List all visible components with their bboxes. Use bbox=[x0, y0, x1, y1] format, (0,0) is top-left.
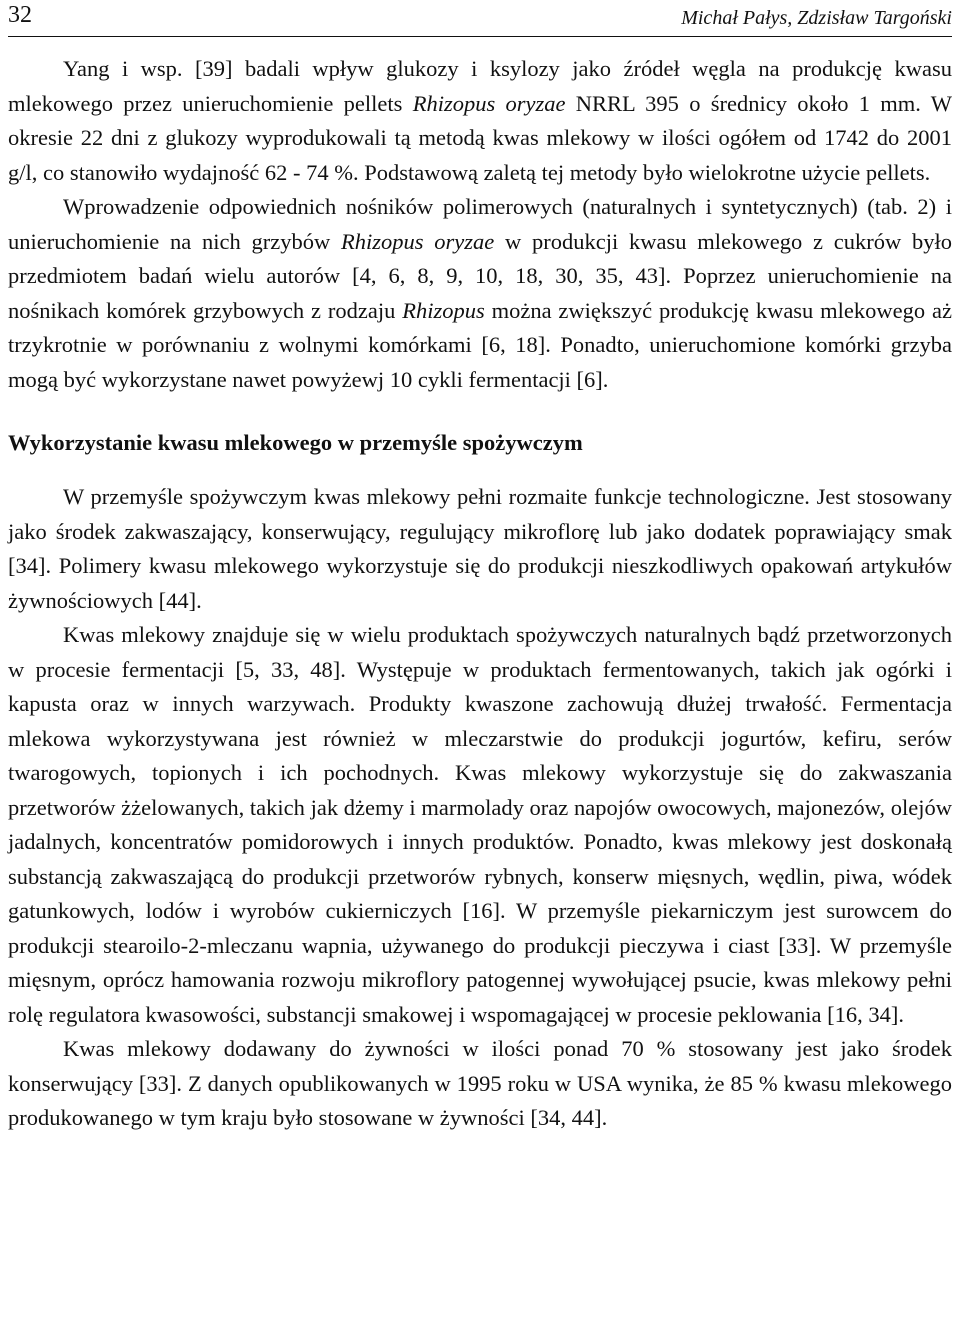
paragraph-text: Yang i wsp. [39] badali wpływ glukozy i ksylozy jako źródeł węgla na produkcję kwasu mlekowego przez unieruchomienie pellets bbox=[8, 56, 952, 116]
paragraph bbox=[8, 1032, 952, 1136]
body-text bbox=[8, 52, 952, 1136]
paragraph bbox=[8, 480, 952, 618]
page-header bbox=[8, 0, 952, 37]
paragraph bbox=[8, 190, 952, 397]
paragraph bbox=[8, 52, 952, 190]
paragraph-text: W przemyśle spożywczym kwas mlekowy pełni rozmaite funkcje technologiczne. Jest stosowany jako środek zakwaszający, konserwujący, regulujący mikroflorę lub jako dodatek poprawiający smak [34]. Polimery kwasu mlekowego wykorzystuje się do produkcji nieszkodliwych opakowań artykułów żywnościowych [44]. bbox=[8, 484, 952, 613]
italic-text: Rhizopus oryzae bbox=[340, 228, 495, 254]
paragraph-text: w produkcji kwasu mlekowego z cukrów było przedmiotem badań wielu autorów [4, 6, 8, 9, 10, 18, 30, 35, 43]. Poprzez unieruchomienie na nośnikach komórek grzybowych z rodzaju bbox=[8, 228, 952, 323]
italic-text: Rhizopus oryzae bbox=[412, 90, 566, 116]
paragraphs-top bbox=[8, 52, 952, 397]
paragraphs-bottom bbox=[8, 480, 952, 1136]
paragraph-text: Kwas mlekowy znajduje się w wielu produktach spożywczych naturalnych bądź przetworzonych w procesie fermentacji [5, 33, 48]. Występuje w produktach fermentowanych, takich jak ogórki i kapusta oraz w innych warzywach. Produkty kwaszone zachowują dłużej trwałość. Fermentacja mlekowa wykorzystywana jest również w mleczarstwie do produkcji jogurtów, kefiru, serów twarogowych, topionych i ich pochodnych. Kwas mlekowy wykorzystuje się do zakwaszania przetworów żżelowanych, takich jak dżemy i marmolady oraz napojów owocowych, majonezów, olejów jadalnych, koncentratów pomidorowych i innych produktów. Ponadto, kwas mlekowy jest doskonałą substancją zakwaszającą do produkcji przetworów rybnych, konserw mięsnych, wędlin, piwa, wódek gatunkowych, lodów i wyrobów cukierniczych [16]. W przemyśle piekarniczym jest surowcem do produkcji stearoilo-2-mleczanu wapnia, używanego do produkcji pieczywa i ciast [33]. W przemyśle mięsnym, oprócz hamowania rozwoju mikroflory patogennej wywołującej psucie, kwas mlekowy pełni rolę regulatora kwasowości, substancji smakowej i wspomagającej w procesie peklowania [16, 34]. bbox=[8, 622, 952, 1027]
paragraph bbox=[8, 618, 952, 1032]
paragraph-text: NRRL 395 o średnicy około 1 mm. W okresie 22 dni z glukozy wyprodukowali tą metodą kwas mlekowy w ilości ogółem od 1742 do 2001 g/l, co stanowiło wydajność 62 - 74 %. Podstawową zaletą tej metody było wielokrotne użycie pellets. bbox=[8, 90, 952, 185]
paragraph-text: Wprowadzenie odpowiednich nośników polimerowych (naturalnych i syntetycznych) (tab. 2) i unieruchomienie na nich grzybów bbox=[8, 194, 952, 254]
paragraph-text: można zwiększyć produkcję kwasu mlekowego aż trzykrotnie w porównaniu z wolnymi komórkami [6, 18]. Ponadto, unieruchomione komórki grzyba mogą być wykorzystane nawet powyżewj 10 cykli fermentacji [6]. bbox=[8, 297, 952, 392]
section-heading: Wykorzystanie kwasu mlekowego w przemyśle spożywczym bbox=[8, 430, 583, 455]
document-page bbox=[8, 0, 952, 1322]
running-head: Michał Pałys, Zdzisław Targoński bbox=[681, 7, 952, 29]
paragraph-text: Kwas mlekowy dodawany do żywności w ilości ponad 70 % stosowany jest jako środek konserwujący [33]. Z danych opublikowanych w 1995 roku w USA wynika, że 85 % kwasu mlekowego produkowanego w tym kraju było stosowane w żywności [34, 44]. bbox=[8, 1036, 952, 1130]
italic-text: Rhizopus bbox=[402, 297, 485, 323]
page-number: 32 bbox=[8, 2, 32, 28]
